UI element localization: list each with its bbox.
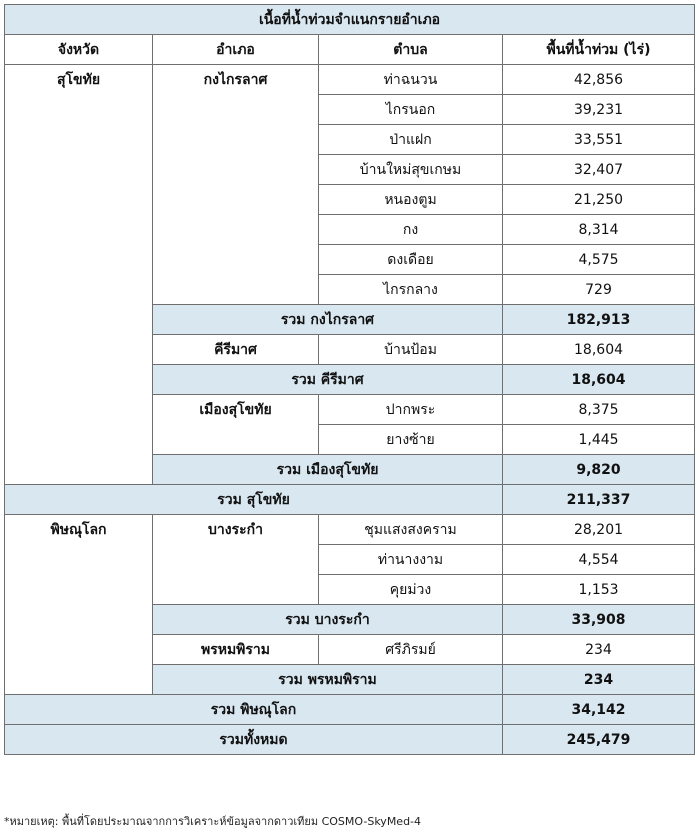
subdistrict-cell: ป่าแฝก <box>319 125 503 155</box>
province-total-label: รวม สุโขทัย <box>5 485 503 515</box>
district-total-value: 234 <box>503 665 695 695</box>
district-cell: พรหมพิราม <box>153 635 319 665</box>
subdistrict-cell: ปากพระ <box>319 395 503 425</box>
area-cell: 21,250 <box>503 185 695 215</box>
area-cell: 42,856 <box>503 65 695 95</box>
header-area: พื้นที่น้ำท่วม (ไร่) <box>503 35 695 65</box>
district-total-label: รวม เมืองสุโขทัย <box>153 455 503 485</box>
district-cell: บางระกำ <box>153 515 319 605</box>
subdistrict-cell: ยางซ้าย <box>319 425 503 455</box>
district-total-value: 18,604 <box>503 365 695 395</box>
table-body <box>5 65 695 755</box>
area-cell: 18,604 <box>503 335 695 365</box>
subdistrict-cell: ท่านางงาม <box>319 545 503 575</box>
area-cell: 234 <box>503 635 695 665</box>
district-total-value: 182,913 <box>503 305 695 335</box>
header-subdistrict: ตำบล <box>319 35 503 65</box>
subdistrict-cell: ไกรนอก <box>319 95 503 125</box>
district-cell: กงไกรลาศ <box>153 65 319 305</box>
province-total-value: 34,142 <box>503 695 695 725</box>
subdistrict-cell: คุยม่วง <box>319 575 503 605</box>
subdistrict-cell: บ้านป้อม <box>319 335 503 365</box>
district-total-value: 33,908 <box>503 605 695 635</box>
province-cell: พิษณุโลก <box>5 515 153 695</box>
area-cell: 4,554 <box>503 545 695 575</box>
subdistrict-cell: ชุมแสงสงคราม <box>319 515 503 545</box>
district-total-label: รวม กงไกรลาศ <box>153 305 503 335</box>
grand-total-value: 245,479 <box>503 725 695 755</box>
area-cell: 8,314 <box>503 215 695 245</box>
subdistrict-cell: ดงเดือย <box>319 245 503 275</box>
area-cell: 28,201 <box>503 515 695 545</box>
district-total-label: รวม คีรีมาศ <box>153 365 503 395</box>
area-cell: 1,445 <box>503 425 695 455</box>
table-row <box>5 515 695 545</box>
province-total-row <box>5 695 695 725</box>
subdistrict-cell: ศรีภิรมย์ <box>319 635 503 665</box>
subdistrict-cell: ไกรกลาง <box>319 275 503 305</box>
table-title: เนื้อที่น้ำท่วมจำแนกรายอำเภอ <box>5 5 695 35</box>
province-cell: สุโขทัย <box>5 65 153 485</box>
footnote: *หมายเหตุ: พื้นที่โดยประมาณจากการวิเคราะห์ข้อมูลจากดาวเทียม COSMO-SkyMed-4 <box>4 815 422 828</box>
flood-area-table <box>4 4 695 755</box>
area-cell: 32,407 <box>503 155 695 185</box>
district-cell: เมืองสุโขทัย <box>153 395 319 455</box>
district-total-label: รวม บางระกำ <box>153 605 503 635</box>
district-total-label: รวม พรหมพิราม <box>153 665 503 695</box>
header-province: จังหวัด <box>5 35 153 65</box>
subdistrict-cell: ท่าฉนวน <box>319 65 503 95</box>
area-cell: 4,575 <box>503 245 695 275</box>
district-total-value: 9,820 <box>503 455 695 485</box>
table-title-row <box>5 5 695 35</box>
province-total-value: 211,337 <box>503 485 695 515</box>
header-district: อำเภอ <box>153 35 319 65</box>
grand-total-row <box>5 725 695 755</box>
grand-total-label: รวมทั้งหมด <box>5 725 503 755</box>
area-cell: 33,551 <box>503 125 695 155</box>
district-cell: คีรีมาศ <box>153 335 319 365</box>
province-total-label: รวม พิษณุโลก <box>5 695 503 725</box>
subdistrict-cell: กง <box>319 215 503 245</box>
area-cell: 39,231 <box>503 95 695 125</box>
subdistrict-cell: หนองตูม <box>319 185 503 215</box>
table-row <box>5 65 695 95</box>
province-total-row <box>5 485 695 515</box>
area-cell: 8,375 <box>503 395 695 425</box>
area-cell: 1,153 <box>503 575 695 605</box>
subdistrict-cell: บ้านใหม่สุขเกษม <box>319 155 503 185</box>
header-row <box>5 35 695 65</box>
area-cell: 729 <box>503 275 695 305</box>
